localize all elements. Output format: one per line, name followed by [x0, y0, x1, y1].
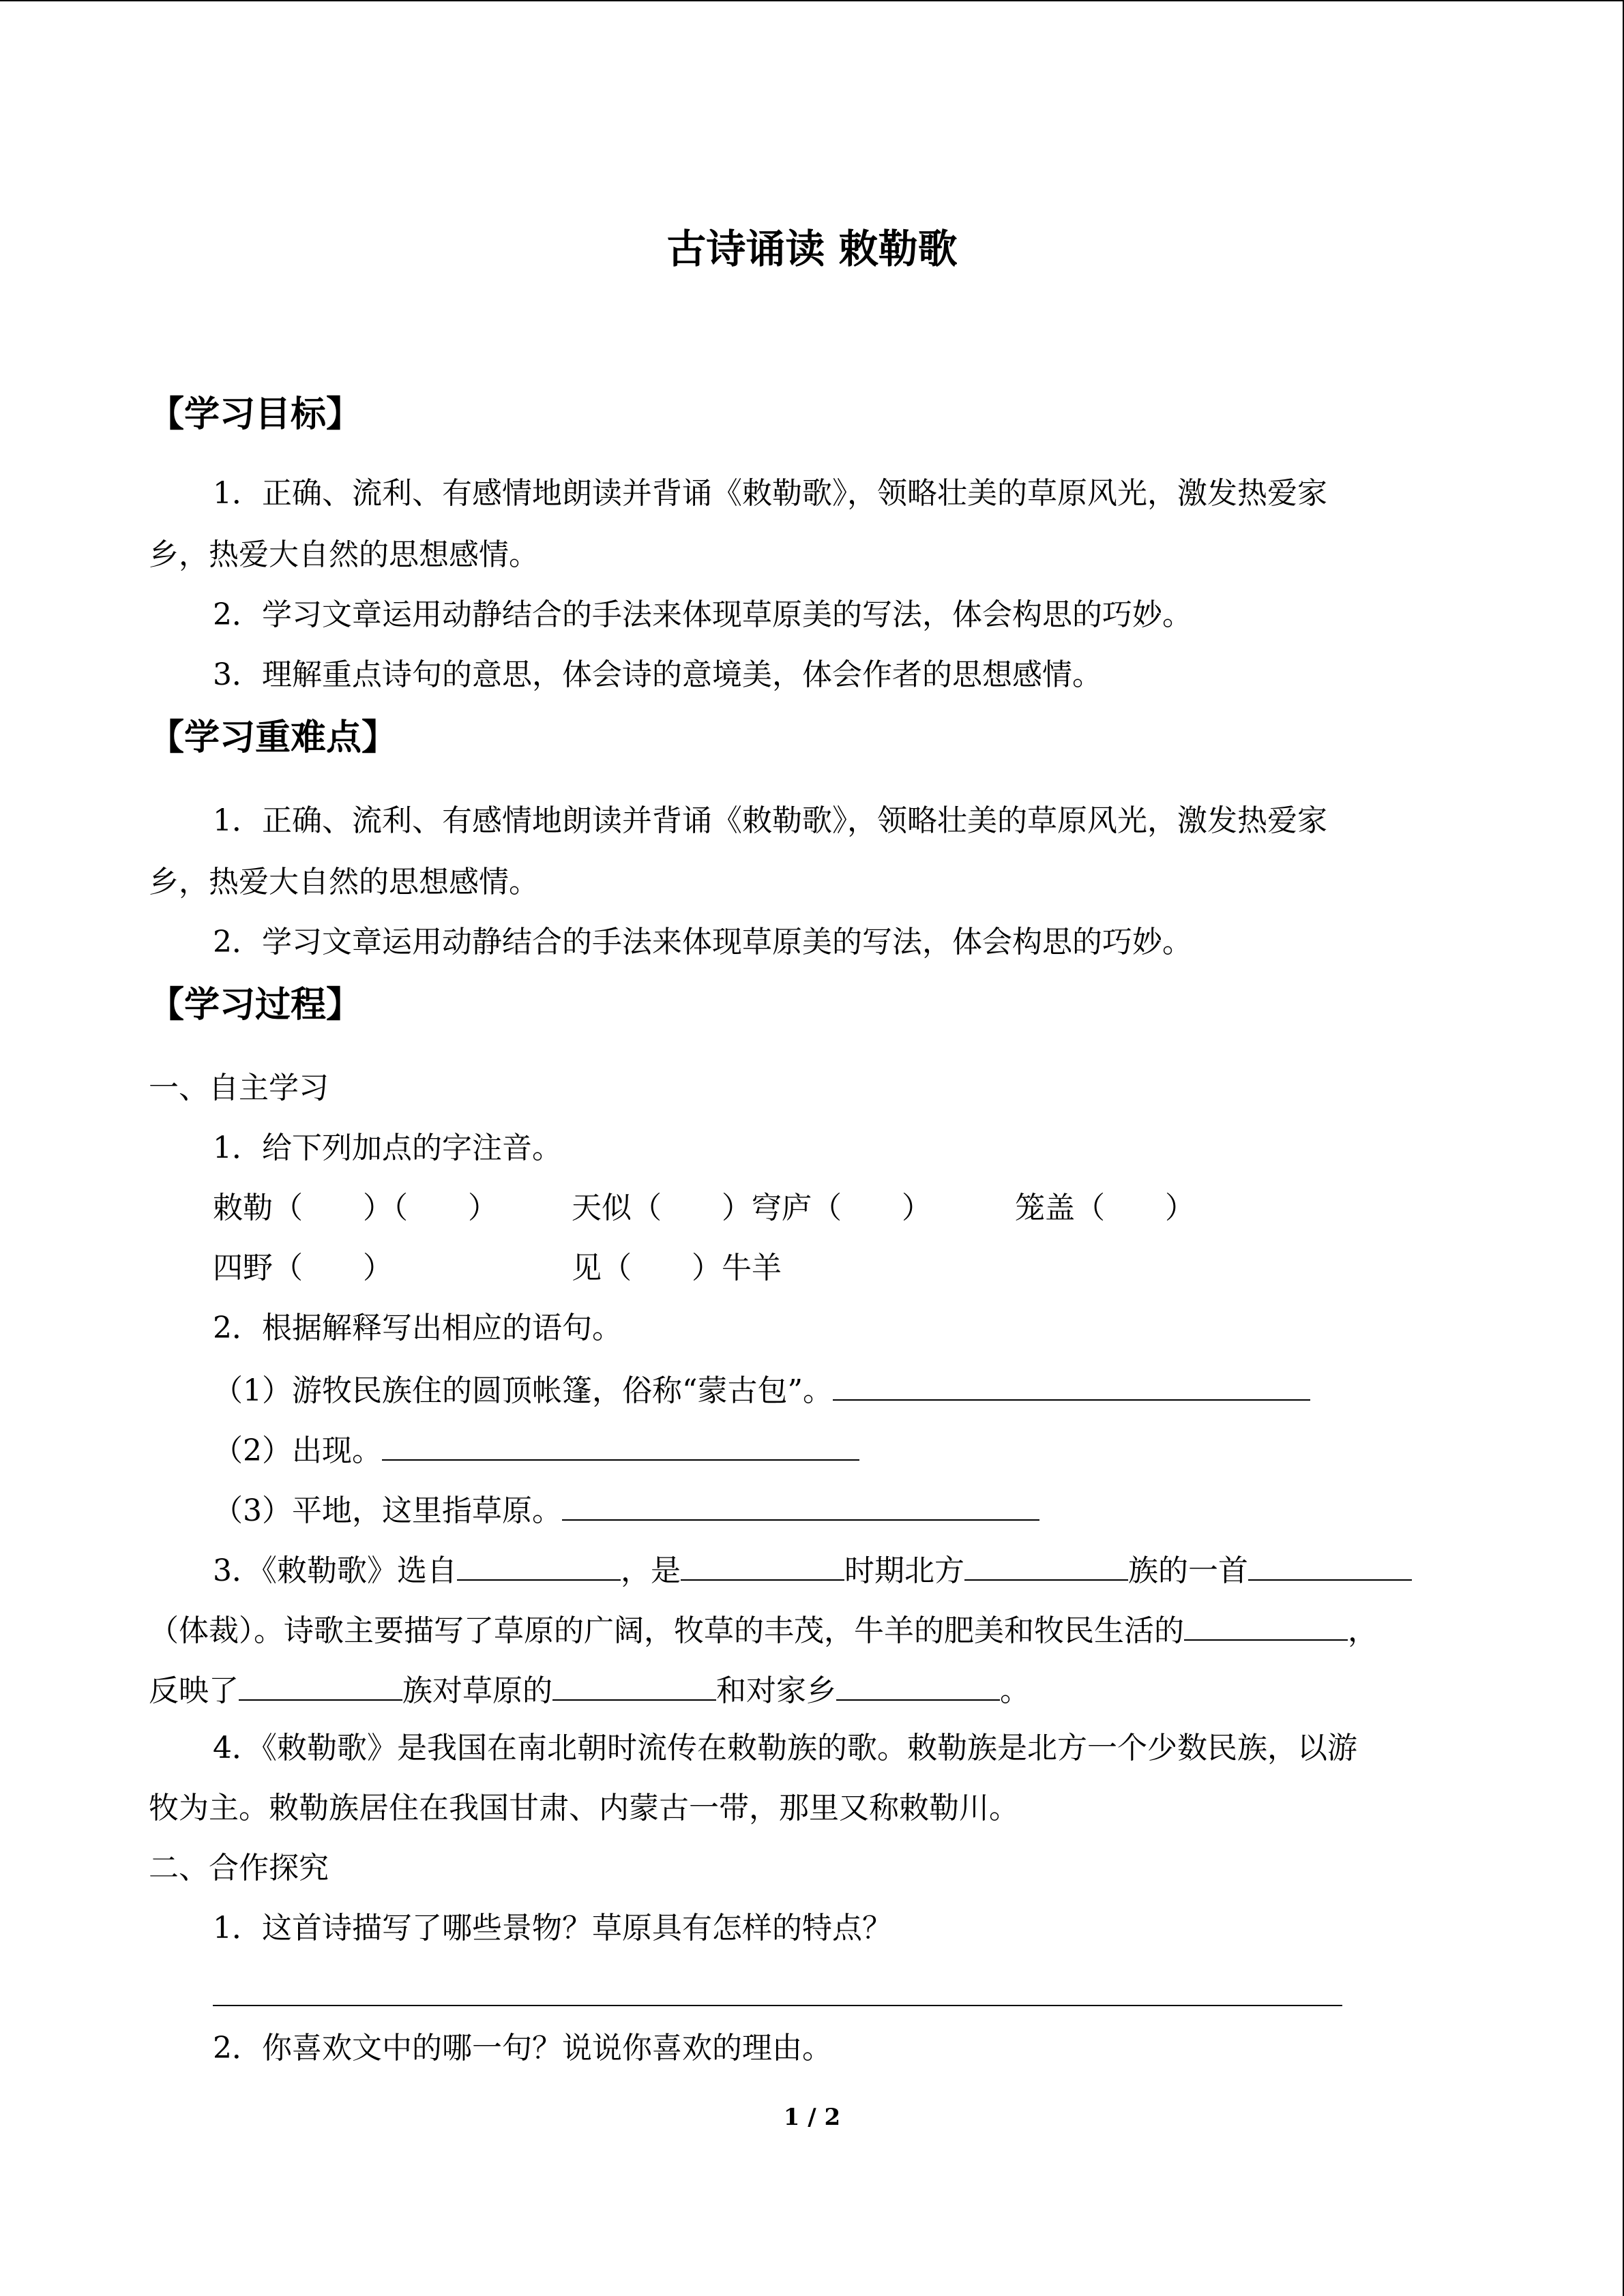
- q2-prompt: 2．根据解释写出相应的语句。: [213, 1311, 622, 1345]
- q3-text: 时期北方: [844, 1553, 964, 1588]
- answer-line[interactable]: [213, 2005, 1342, 2006]
- pinyin-item: 笼盖（ ）: [1015, 1191, 1195, 1225]
- answer-blank[interactable]: [836, 1668, 1000, 1701]
- process-heading: 【学习过程】: [149, 985, 362, 1026]
- part1-title: 一、自主学习: [149, 1071, 329, 1105]
- q2-sub-2: [213, 1428, 859, 1472]
- q3-line-1: [213, 1548, 1412, 1592]
- q2-sub-2-text: （2）出现。: [213, 1433, 382, 1468]
- q3-text: 族对草原的: [402, 1673, 552, 1708]
- q3-text: 。: [1000, 1673, 1030, 1708]
- pinyin-item: 天似（ ）穹庐（ ）: [572, 1191, 932, 1225]
- q4-line-1: 4．《敕勒歌》是我国在南北朝时流传在敕勒族的歌。敕勒族是北方一个少数民族，以游: [213, 1731, 1357, 1765]
- q2-sub-3-text: （3）平地，这里指草原。: [213, 1493, 562, 1528]
- answer-blank[interactable]: [964, 1548, 1128, 1581]
- key-point-2: 2．学习文章运用动静结合的手法来体现草原美的写法，体会构思的巧妙。: [213, 925, 1192, 959]
- objective-1-line-2: 乡，热爱大自然的思想感情。: [149, 537, 539, 572]
- answer-blank[interactable]: [681, 1548, 844, 1581]
- objectives-heading: 【学习目标】: [149, 394, 362, 435]
- pinyin-item: 见（ ）牛羊: [572, 1251, 782, 1285]
- q3-text: 族的一首: [1128, 1553, 1248, 1588]
- key-point-1-line-2: 乡，热爱大自然的思想感情。: [149, 865, 539, 899]
- q3-text: （体裁）。诗歌主要描写了草原的广阔，牧草的丰茂，牛羊的肥美和牧民生活的: [149, 1613, 1184, 1648]
- answer-blank[interactable]: [1248, 1548, 1412, 1581]
- q2-sub-3: [213, 1488, 1039, 1532]
- answer-blank[interactable]: [562, 1488, 1039, 1521]
- q3-text: 3．《敕勒歌》选自: [213, 1553, 457, 1588]
- q1-prompt: 1．给下列加点的字注音。: [213, 1131, 562, 1165]
- q3-text: ，是: [621, 1553, 681, 1588]
- objective-3: 3．理解重点诗句的意思，体会诗的意境美，体会作者的思想感情。: [213, 657, 1102, 692]
- q3-text: 反映了: [149, 1673, 239, 1708]
- q2-sub-1: [213, 1368, 1310, 1412]
- answer-blank[interactable]: [1184, 1608, 1348, 1641]
- answer-blank[interactable]: [552, 1668, 716, 1701]
- answer-blank[interactable]: [239, 1668, 402, 1701]
- q3-text: 和对家乡: [716, 1673, 836, 1708]
- q4-line-2: 牧为主。敕勒族居住在我国甘肃、内蒙古一带，那里又称敕勒川。: [149, 1791, 1019, 1825]
- pinyin-item: 四野（ ）: [213, 1251, 393, 1285]
- key-point-1-line-1: 1．正确、流利、有感情地朗读并背诵《敕勒歌》，领略壮美的草原风光，激发热爱家: [213, 803, 1327, 838]
- part2-q1: 1．这首诗描写了哪些景物？草原具有怎样的特点？: [213, 1911, 892, 1945]
- pinyin-item: 敕勒（ ）（ ）: [213, 1191, 498, 1225]
- objective-1-line-1: 1．正确、流利、有感情地朗读并背诵《敕勒歌》，领略壮美的草原风光，激发热爱家: [213, 476, 1327, 511]
- answer-blank[interactable]: [382, 1428, 859, 1461]
- answer-blank[interactable]: [833, 1368, 1310, 1401]
- q2-sub-1-text: （1）游牧民族住的圆顶帐篷，俗称“蒙古包”。: [213, 1373, 833, 1408]
- page-number: 1 / 2: [783, 2104, 841, 2131]
- q3-text: ，: [1348, 1613, 1378, 1648]
- page-title: 古诗诵读 敕勒歌: [666, 226, 958, 272]
- answer-blank[interactable]: [457, 1548, 621, 1581]
- objective-2: 2．学习文章运用动静结合的手法来体现草原美的写法，体会构思的巧妙。: [213, 597, 1192, 632]
- q3-line-3: [149, 1668, 1030, 1712]
- key-points-heading: 【学习重难点】: [149, 717, 398, 758]
- part2-q2: 2．你喜欢文中的哪一句？说说你喜欢的理由。: [213, 2031, 832, 2066]
- part2-title: 二、合作探究: [149, 1851, 329, 1885]
- q3-line-2: [149, 1608, 1378, 1652]
